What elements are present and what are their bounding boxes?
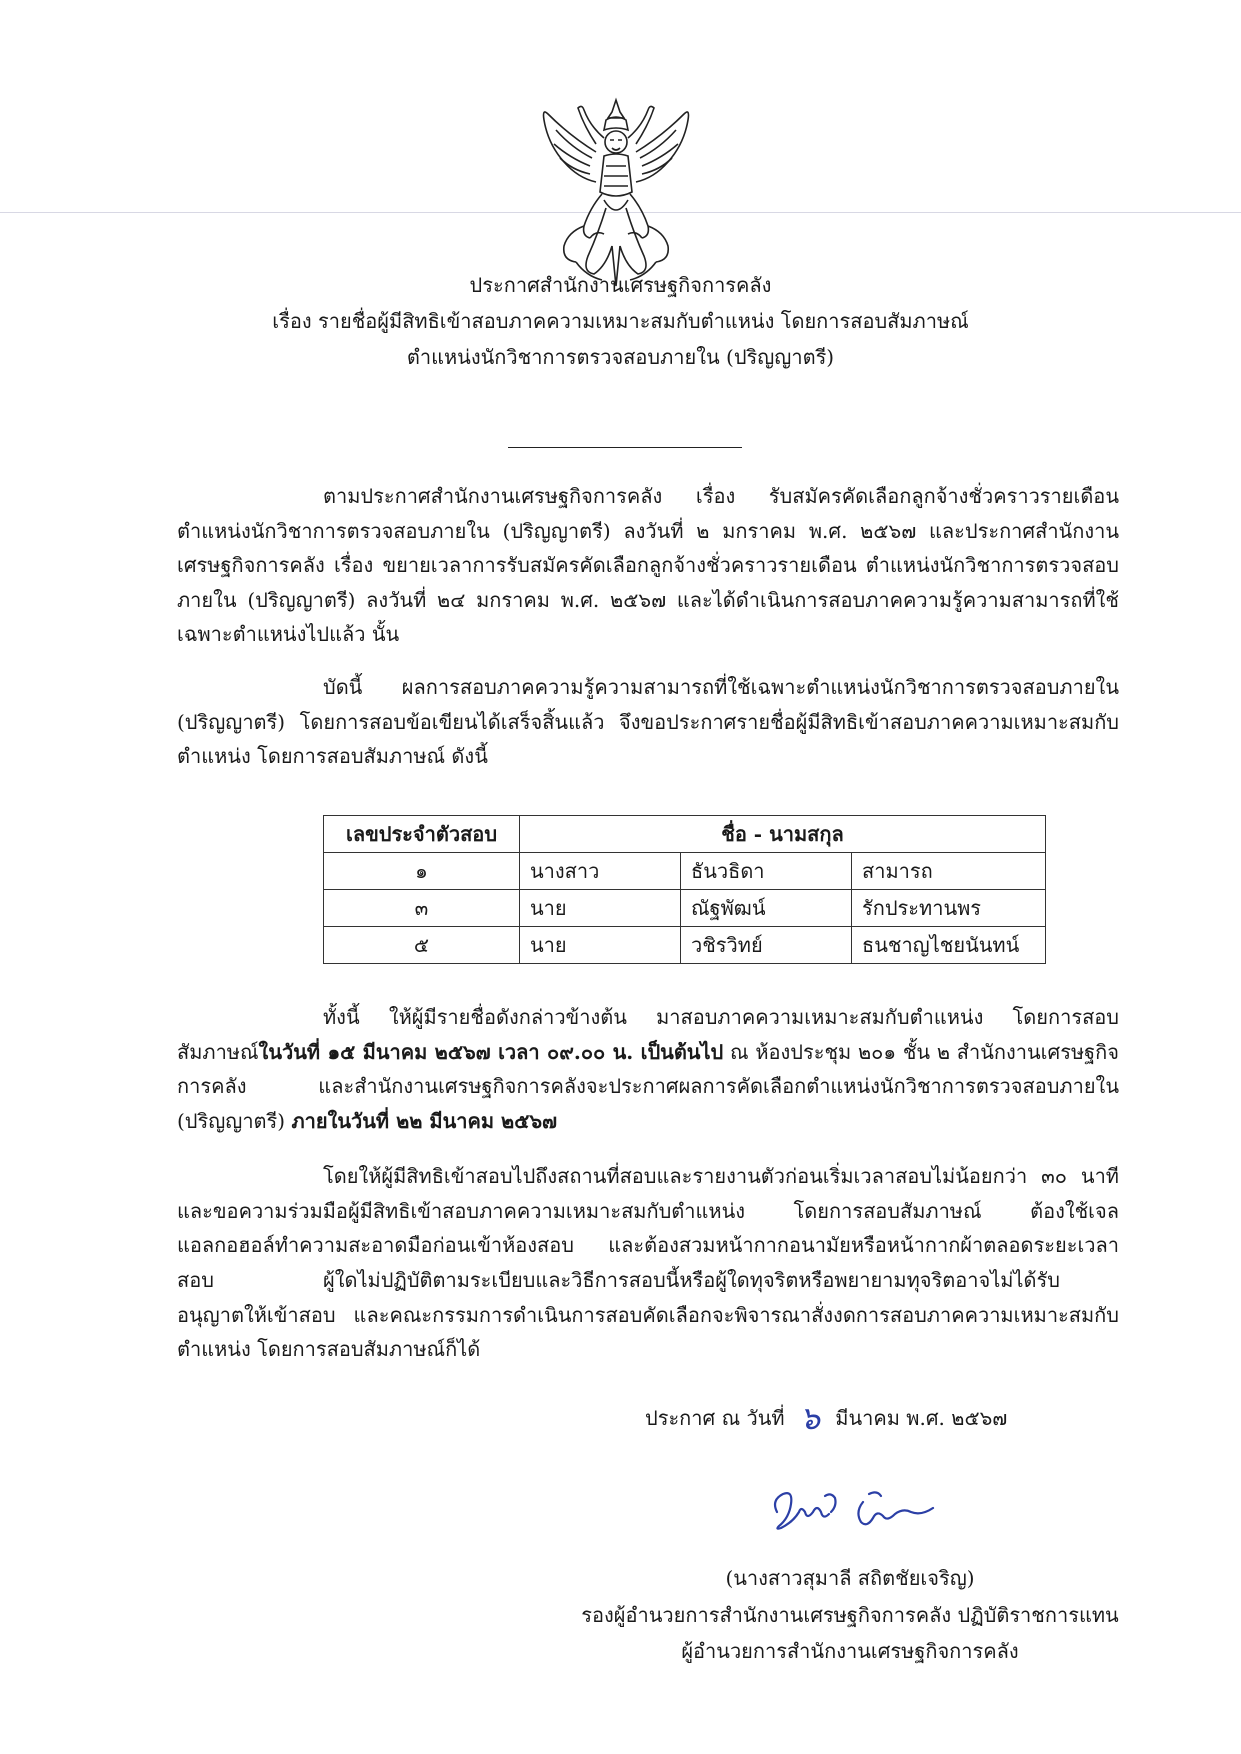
signer-position-line1: รองผู้อำนวยการสำนักงานเศรษฐกิจการคลัง ปฏิบัติราชการแทน	[581, 1603, 1119, 1627]
announcement-position: ตำแหน่งนักวิชาการตรวจสอบภายใน (ปริญญาตรี)	[406, 345, 835, 369]
name-title-cell: นาย	[520, 927, 681, 964]
candidate-table	[323, 815, 1046, 964]
result-deadline: ภายในวันที่ ๒๒ มีนาคม ๒๕๖๗	[291, 1108, 558, 1133]
first-name-cell: วชิรวิทย์	[681, 927, 852, 964]
exam-id-cell: ๓	[324, 890, 520, 927]
paragraph-instructions: โดยให้ผู้มีสิทธิเข้าสอบไปถึงสถานที่สอบและรายงานตัวก่อนเริ่มเวลาสอบไม่น้อยกว่า ๓๐ นาที และขอความร่วมมือผู้มีสิทธิเข้าสอบภาคความเหมาะสมกับตำแหน่ง โดยการสอบสัมภาษณ์ ต้องใช้เจลแอลกอฮอล์ทำความสะอาดมือก่อนเข้าห้องสอบ และต้องสวมหน้ากากอนามัยหรือหน้ากากผ้าตลอดระยะเวลาสอบ	[177, 1164, 1119, 1292]
first-name-cell: ธันวธิดา	[681, 853, 852, 890]
paragraph-warning: ผู้ใดไม่ปฏิบัติตามระเบียบและวิธีการสอบนี้หรือผู้ใดทุจริตหรือพยายามทุจริตอาจไม่ได้รับอนุญาตให้เข้าสอบ และคณะกรรมการดำเนินการสอบคัดเลือกจะพิจารณาสั่งงดการสอบภาคความเหมาะสมกับตำแหน่ง โดยการสอบสัมภาษณ์ก็ได้	[177, 1268, 1119, 1361]
announcement-date	[645, 1393, 1007, 1444]
table-header-row	[324, 816, 1046, 853]
last-name-cell: รักประทานพร	[852, 890, 1046, 927]
header-full-name: ชื่อ - นามสกุล	[520, 816, 1046, 853]
last-name-cell: สามารถ	[852, 853, 1046, 890]
first-name-cell: ณัฐพัฒน์	[681, 890, 852, 927]
garuda-emblem-icon	[534, 96, 698, 292]
name-title-cell: นาย	[520, 890, 681, 927]
announcement-subject: เรื่อง รายชื่อผู้มีสิทธิเข้าสอบภาคความเหมาะสมกับตำแหน่ง โดยการสอบสัมภาษณ์	[272, 309, 969, 333]
header-exam-id: เลขประจำตัวสอบ	[324, 816, 520, 853]
paragraph-interview-schedule	[177, 1000, 1119, 1138]
name-title-cell: นางสาว	[520, 853, 681, 890]
paragraph-announcement: บัดนี้ ผลการสอบภาคความรู้ความสามารถที่ใช้เฉพาะตำแหน่งนักวิชาการตรวจสอบภายใน (ปริญญาตรี) โดยการสอบข้อเขียนได้เสร็จสิ้นแล้ว จึงขอประกาศรายชื่อผู้มีสิทธิเข้าสอบภาคความเหมาะสมกับตำแหน่ง โดยการสอบสัมภาษณ์ ดังนี้	[177, 675, 1119, 768]
table-row	[324, 927, 1046, 964]
announcement-title: ประกาศสำนักงานเศรษฐกิจการคลัง	[469, 273, 772, 297]
date-suffix: มีนาคม พ.ศ. ๒๕๖๗	[835, 1406, 1008, 1430]
exam-id-cell: ๕	[324, 927, 520, 964]
venue-text: ณ ห้องประชุม ๒๐๑ ชั้น ๒ สำนักงานเศรษฐกิจการคลัง และสำนักงานเศรษฐกิจการคลังจะประกาศผลการคัดเลือกตำแหน่งนักวิชาการตรวจสอบภายใน (ปริญญาตรี)	[177, 1039, 1119, 1133]
table-row	[324, 853, 1046, 890]
handwritten-signature	[765, 1482, 945, 1544]
interview-date: ในวันที่ ๑๕ มีนาคม ๒๕๖๗ เวลา ๐๙.๐๐ น. เป็นต้นไป	[258, 1039, 724, 1064]
table-row	[324, 890, 1046, 927]
date-prefix: ประกาศ ณ วันที่	[645, 1406, 785, 1430]
last-name-cell: ธนชาญไชยนันทน์	[852, 927, 1046, 964]
title-divider	[508, 447, 742, 448]
paragraph-background: ตามประกาศสำนักงานเศรษฐกิจการคลัง เรื่อง รับสมัครคัดเลือกลูกจ้างชั่วคราวรายเดือน ตำแหน่งนักวิชาการตรวจสอบภายใน (ปริญญาตรี) ลงวันที่ ๒ มกราคม พ.ศ. ๒๕๖๗ และประกาศสำนักงานเศรษฐกิจการคลัง เรื่อง ขยายเวลาการรับสมัครคัดเลือกลูกจ้างชั่วคราวรายเดือน ตำแหน่งนักวิชาการตรวจสอบภายใน (ปริญญาตรี) ลงวันที่ ๒๔ มกราคม พ.ศ. ๒๕๖๗ และได้ดำเนินการสอบภาคความรู้ความสามารถที่ใช้เฉพาะตำแหน่งไปแล้ว นั้น	[177, 484, 1119, 646]
schedule-text: ทั้งนี้ ให้ผู้มีรายชื่อดังกล่าวข้างต้น มาสอบภาคความเหมาะสมกับตำแหน่ง โดยการสอบสัมภาษณ์	[177, 1005, 1119, 1064]
signer-position-line2: ผู้อำนวยการสำนักงานเศรษฐกิจการคลัง	[681, 1639, 1019, 1663]
exam-id-cell: ๑	[324, 853, 520, 890]
signer-name: (นางสาวสุมาลี สถิตชัยเจริญ)	[725, 1566, 975, 1590]
handwritten-day: ๖	[799, 1399, 821, 1437]
